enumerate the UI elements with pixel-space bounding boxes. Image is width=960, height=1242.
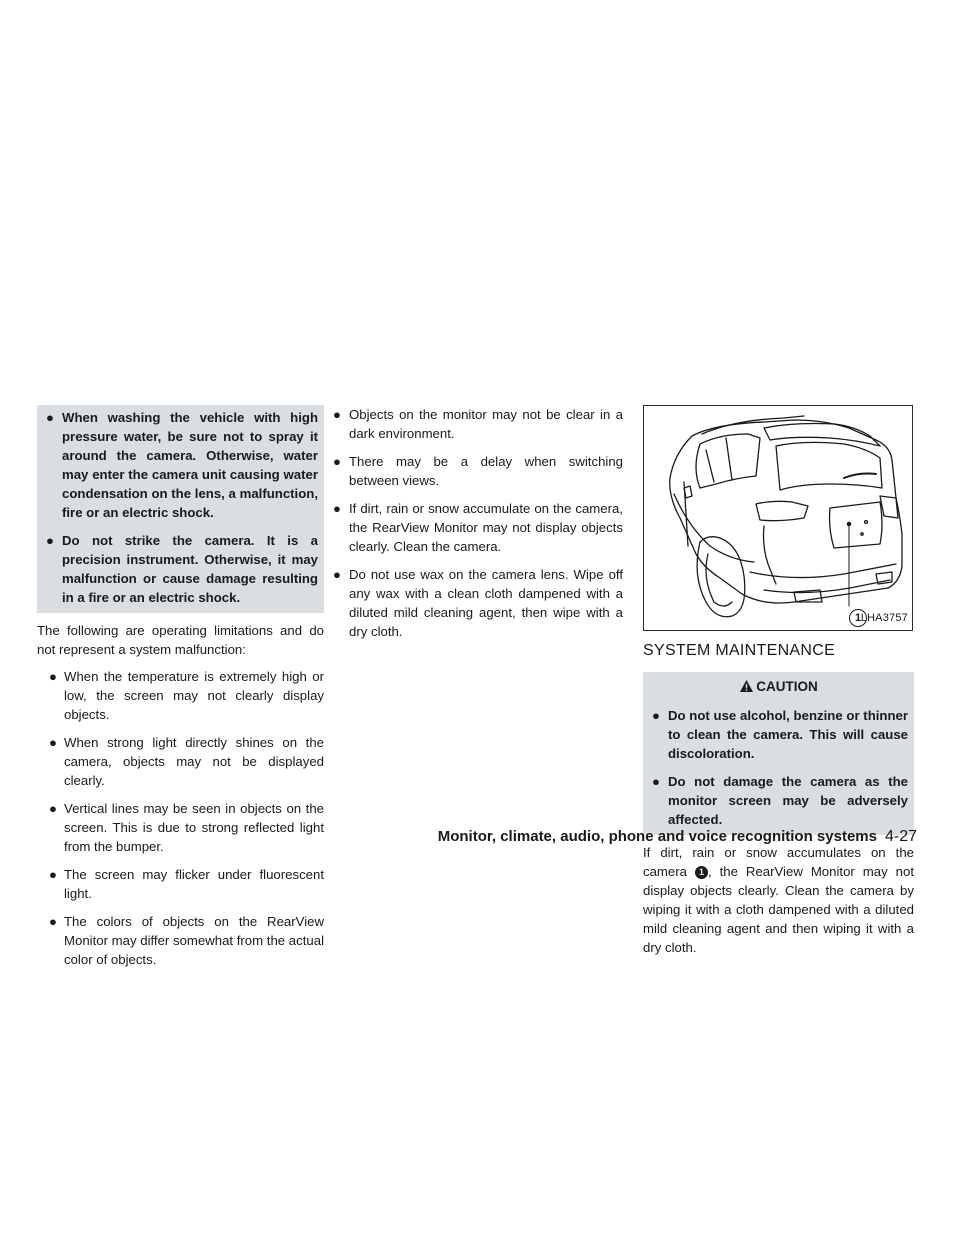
bullet: ● bbox=[49, 801, 57, 816]
list-item: ● When strong light directly shines on the camera, objects may not be displayed clearly. bbox=[49, 735, 324, 788]
page-footer bbox=[438, 828, 917, 846]
callout-1: 1 bbox=[849, 609, 867, 627]
middle-column bbox=[330, 405, 623, 650]
list-item: ● Vertical lines may be seen in objects on the screen. This is due to strong reflected light from the bumper. bbox=[49, 801, 324, 854]
caution-item: ● Do not use alcohol, benzine or thinner to clean the camera. This will cause discoloration. bbox=[652, 708, 908, 761]
right-column bbox=[643, 405, 914, 965]
bullet: ● bbox=[652, 774, 660, 789]
limitations-intro: The following are operating limitations and do not represent a system malfunction: bbox=[37, 623, 324, 657]
bullet: ● bbox=[652, 708, 660, 723]
limitations-list bbox=[37, 667, 324, 969]
list-item: ● If dirt, rain or snow accumulate on the camera, the RearView Monitor may not display objects clearly. Clean the camera. bbox=[333, 501, 623, 554]
list-item: ● The colors of objects on the RearView Monitor may differ somewhat from the actual color of objects. bbox=[49, 914, 324, 967]
list-item: ● There may be a delay when switching between views. bbox=[333, 454, 623, 488]
bullet: ● bbox=[46, 533, 54, 548]
warning-triangle-icon bbox=[739, 679, 754, 698]
list-item: ● When the temperature is extremely high or low, the screen may not clearly display objects. bbox=[49, 669, 324, 722]
figure-code: LHA3757 bbox=[860, 612, 908, 624]
caution-box bbox=[643, 672, 914, 835]
warning-item: ● Do not strike the camera. It is a precision instrument. Otherwise, it may malfunction or cause damage resulting in a fire or an electric shock. bbox=[46, 533, 318, 605]
bullet: ● bbox=[46, 410, 54, 425]
bullet: ● bbox=[49, 914, 57, 929]
list-item: ● Objects on the monitor may not be clear in a dark environment. bbox=[333, 407, 623, 441]
caution-item: ● Do not damage the camera as the monitor screen may be adversely affected. bbox=[652, 774, 908, 827]
bullet: ● bbox=[333, 407, 341, 422]
bullet: ● bbox=[49, 669, 57, 684]
warning-item: ● When washing the vehicle with high pressure water, be sure not to spray it around the camera. Otherwise, water may enter the camera unit causing water condensation on the lens, a malfunction, fire or an electric shock. bbox=[46, 410, 318, 520]
bullet: ● bbox=[333, 567, 341, 582]
callout-1-inline: 1 bbox=[695, 866, 708, 879]
list-item: ● Do not use wax on the camera lens. Wipe off any wax with a clean cloth dampened with a diluted mild cleaning agent, then wipe with a dry cloth. bbox=[333, 567, 623, 639]
list-item: ● The screen may flicker under fluorescent light. bbox=[49, 867, 324, 901]
warning-box bbox=[37, 405, 324, 613]
bullet: ● bbox=[333, 501, 341, 516]
bullet: ● bbox=[49, 867, 57, 882]
section-heading: SYSTEM MAINTENANCE bbox=[643, 642, 836, 659]
bullet: ● bbox=[333, 454, 341, 469]
left-column bbox=[37, 405, 324, 978]
footer-section-title: Monitor, climate, audio, phone and voice recognition systems bbox=[437, 828, 877, 845]
vehicle-rear-illustration bbox=[644, 406, 913, 631]
bullet: ● bbox=[49, 735, 57, 750]
caution-title: CAUTION bbox=[649, 677, 908, 698]
camera-location-figure bbox=[643, 405, 913, 631]
maintenance-paragraph: If dirt, rain or snow accumulates on the camera 1 , the RearView Monitor may not display objects clearly. Clean the camera by wiping it with a cloth dampened with a diluted mild cleaning agent and then wiping it with a dry cloth. bbox=[643, 845, 914, 955]
page-number: 4-27 bbox=[884, 828, 917, 845]
